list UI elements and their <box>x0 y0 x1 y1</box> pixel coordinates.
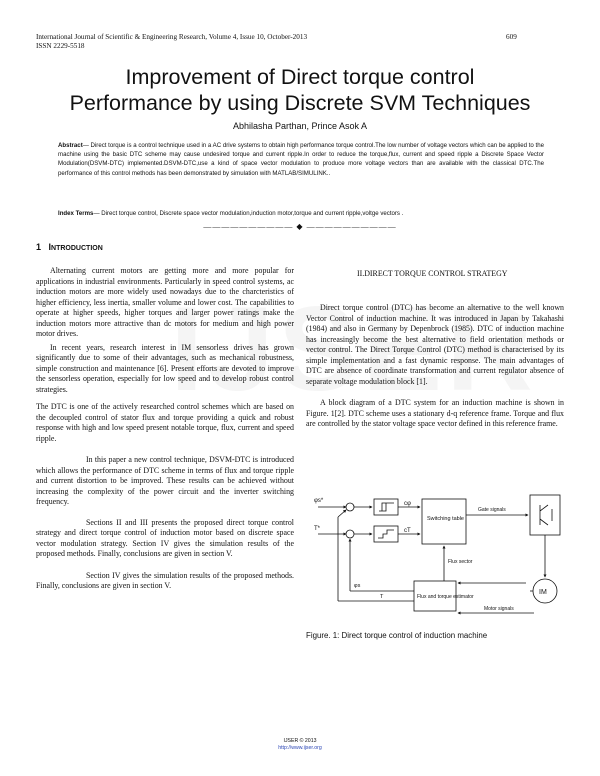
authors: Abhilasha Parthan, Prince Asok A <box>232 121 368 131</box>
flux-est-label: φs <box>354 583 361 589</box>
index-terms <box>58 209 544 218</box>
footer <box>0 738 600 752</box>
intro-paragraph-4: In this paper a new control technique, DSVM-DTC is introduced which allows the performance of DTC scheme in terms of flux and torque ripple and current distortion to be improved. These results can be achieved without increasing the complexity of the power circuit and the inverter switching frequency. <box>36 455 294 506</box>
section-2-heading: II.DIRECT TORQUE CONTROL STRATEGY <box>357 269 508 278</box>
abstract-text: — Direct torque is a control technique used in a AC drive systems to obtain high performance torque control.The low number of voltage vectors which can be applied to the machine using the basic DTC scheme may cause undesired torque and current ripple.In order to reduce the torque,flux, current and speed ripple a Discrete Space Vector Modulation(DSVM-DTC) implemented.DSVM-DTC,use a kind of space vector modulation to produce more voltage vectors than are available with the classical DTC.The performance of this control methods has been demonstrated by simulation with MATLAB/SIMULINK.. <box>58 142 544 177</box>
intro-paragraph-2: In recent years, research interest in IM sensorless drives has grown significantly due to some of their advantages, such as mechanical robustness, simple construction and maintenance [6]. Present efforts are devoted to improve the sensorless operation, especially for low speed and to develop robust control strategies. <box>36 342 294 394</box>
switching-table-label: Switching table <box>427 516 464 522</box>
estimator-label: Flux and torque estimator <box>417 594 474 600</box>
inverter-block <box>530 495 560 535</box>
index-terms-label: Index Terms <box>58 210 94 217</box>
paper-title <box>30 64 570 116</box>
title-line-1: Improvement of Direct torque control <box>125 65 475 89</box>
footer-url[interactable]: http://www.ijser.org <box>278 745 322 751</box>
figure-caption: Figure. 1: Direct torque control of induction machine <box>306 631 488 640</box>
page-number: 609 <box>506 33 517 41</box>
dtc-paragraph-1: Direct torque control (DTC) has become an alternative to the well known Vector Control of induction machine. It was introduced in Japan by Takahashi (1984) and also in Germany by Depenbrock (1985). DTC of induction machine has increasingly become the best alternative to field orientation methods or vector control. The Direct Torque Control (DTC) method is characterised by its simple implementation and a fast dynamic response. The main advantages of DTC are absence of coordinate transformation and current regulator absence of separate voltage modulation block [1]. <box>306 303 564 386</box>
torque-ref-label: T* <box>314 526 320 532</box>
abstract-label: Abstract <box>58 142 83 149</box>
gate-signals-label: Gate signals <box>478 507 506 513</box>
index-terms-text: — Direct torque control, Discrete space vector modulation,induction motor,torque and current ripple,voltge vectors . <box>93 210 404 217</box>
intro-paragraph-3: The DTC is one of the actively researched control schemes which are based on the decoupled control of stator flux and torque providing a quick and robust response with high and low speed present notable torque, flux, current and speed ripple. <box>36 402 294 443</box>
dtc-block-diagram <box>308 487 570 627</box>
flux-sector-label: Flux sector <box>448 559 473 565</box>
intro-paragraph-1: Alternating current motors are getting more and more popular for applications in industrial environments. Particularly in speed control systems, ac induction motors are more widely used nowadays due to the charcteristics of higher efficiency, less inertia, smaller volume and lower cost. The capabilities to operate at higher speeds, higher torques and larger power ratings make the induction motors more attractive than dc motors for medium and high power motor drives. <box>36 266 294 338</box>
left-column <box>36 266 294 592</box>
intro-paragraph-6: Section IV gives the simulation results of the proposed methods. Finally, conclusions are given in section V. <box>36 570 294 590</box>
separator: —————————— ◆ —————————— <box>203 222 397 231</box>
flux-ref-label: φs* <box>314 498 324 504</box>
section-1-title-first: I <box>48 242 52 252</box>
journal-header: International Journal of Scientific & Engineering Research, Volume 4, Issue 10, October-2013 <box>36 33 308 41</box>
motor-signals-label: Motor signals <box>484 606 514 612</box>
motor-label: IM <box>539 589 547 596</box>
section-1-heading <box>36 242 103 252</box>
abstract <box>58 141 544 178</box>
dtc-paragraph-2: A block diagram of a DTC system for an induction machine is shown in Figure. 1[2]. DTC scheme uses a stationary d-q reference frame. Torque and flux are controlled by the stator voltage space vector defined in this reference frame. <box>306 398 564 428</box>
flux-sum-junction <box>346 503 354 511</box>
footer-copyright: IJSER © 2013 <box>283 738 317 744</box>
section-1-title-rest: NTRODUCTION <box>51 245 103 252</box>
c-phi-label: cφ <box>404 501 411 507</box>
c-t-label: cT <box>404 528 411 534</box>
right-column <box>306 303 564 430</box>
torque-est-label: T <box>380 594 384 600</box>
section-1-number: 1 <box>36 242 42 252</box>
intro-paragraph-5: Sections II and III presents the proposed direct torque control strategy and direct torque control of induction motor based on discrete space vector modulation strategy. Section IV gives the simulation results of the proposed methods. Finally, conclusions are given in section V. <box>36 517 294 558</box>
torque-sum-junction <box>346 530 354 538</box>
issn: ISSN 2229-5518 <box>36 42 85 50</box>
title-line-2: Performance by using Discrete SVM Techniques <box>69 91 531 115</box>
